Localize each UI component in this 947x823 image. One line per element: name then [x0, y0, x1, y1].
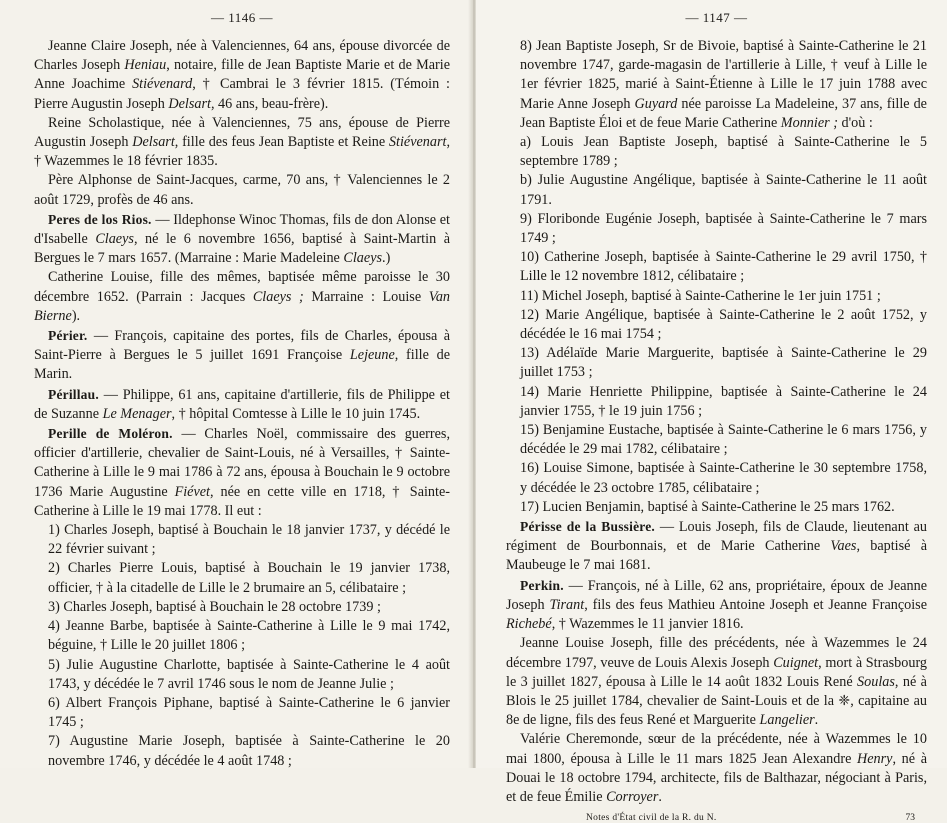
paragraph [34, 598, 450, 617]
italic-name: Van Bierne [34, 288, 451, 324]
paragraph [506, 210, 927, 248]
italic-name: Tirant [549, 596, 585, 613]
paragraph [506, 37, 927, 133]
italic-name: Monnier ; [780, 114, 838, 131]
text-run: , fille des feus Jean Baptiste et Reine [174, 134, 389, 151]
text-run: — François, né à Lille, 62 ans, propriétaire, époux de Jeanne Joseph [506, 577, 927, 613]
text-run: 9) Floribonde Eugénie Joseph, baptisée à Sainte-Catherine le 7 mars 1749 ; [520, 210, 927, 247]
text-run: a) Louis Jean Baptiste Joseph, baptisé à Sainte-Catherine le 5 septembre 1789 ; [520, 134, 927, 170]
page-footer [506, 813, 927, 823]
text-run: — Charles Noël, commissaire des guerres, officier d'artillerie, chevalier de Saint-Louis, né à Versailles, † Sainte-Catherine à Lille le 9 mai 1786 à 72 ans, épousa à Bouchain le 9 octobre 1736 Marie Augustine [34, 426, 450, 500]
italic-name: Henry [857, 750, 893, 767]
text-run: — Philippe, 61 ans, capitaine d'artillerie, fils de Philippe et de Suzanne [34, 386, 450, 422]
text-run: , né à Blois le 25 juillet 1784, chevalier de Saint-Louis et de la ❈, capitaine au 8e de ligne, fils des feus René et Marguerite [506, 673, 927, 729]
entry-heading: Peres de los Rios. [48, 211, 152, 227]
text-run: , † Wazemmes le 18 février 1835. [34, 134, 450, 170]
entry-heading: Périer. [48, 328, 88, 344]
italic-name: Fiévet [174, 483, 211, 500]
paragraph [34, 732, 450, 770]
text-run: 5) Julie Augustine Charlotte, baptisée à Sainte-Catherine le 4 août 1743, y décédée le 7 avril 1746 sous le nom de Jeanne Julie ; [48, 656, 450, 692]
left-page [0, 0, 472, 768]
text-run: , fils des feus Mathieu Antoine Joseph et Jeanne Françoise [584, 596, 927, 613]
left-page-text [34, 37, 450, 771]
text-run: , fille de Marin. [34, 347, 450, 383]
paragraph [506, 171, 927, 209]
text-run: 3) Charles Joseph, baptisé à Bouchain le 28 octobre 1739 ; [48, 598, 381, 615]
paragraph [34, 326, 450, 385]
paragraph [34, 617, 450, 655]
text-run: Reine Scholastique, née à Valenciennes, 75 ans, épouse de Pierre Augustin Joseph [34, 114, 450, 151]
text-run: , né à Douai le 18 octobre 1794, architecte, fils de Balthazar, négociant à Paris, et de feue Émilie [506, 750, 927, 805]
text-run: ). [71, 307, 81, 324]
text-run: 11) Michel Joseph, baptisé à Sainte-Catherine le 1er juin 1751 ; [520, 287, 881, 304]
paragraph [506, 576, 927, 635]
paragraph [34, 171, 450, 209]
entry-heading: Perkin. [520, 577, 564, 593]
paragraph [506, 383, 927, 421]
italic-name: Vaes [830, 538, 857, 555]
text-run: 15) Benjamine Eustache, baptisée à Sainte-Catherine le 6 mars 1756, y décédée le 29 mai 1782, célibataire ; [520, 422, 927, 458]
paragraph [34, 268, 450, 326]
text-run: Jeanne Claire Joseph, née à Valenciennes, 64 ans, épouse divorcée de Charles Joseph [34, 38, 450, 74]
italic-name: Richebé [506, 616, 552, 633]
right-page-text [506, 37, 927, 807]
text-run: 1) Charles Joseph, baptisé à Bouchain le 18 janvier 1737, y décédé le 22 février suivant ; [48, 522, 450, 558]
italic-name: Stiévenart [388, 134, 447, 151]
text-run: , † hôpital Comtesse à Lille le 10 juin 1745. [171, 405, 421, 422]
text-run: . [658, 788, 662, 805]
text-run: 7) Augustine Marie Joseph, baptisée à Sainte-Catherine le 20 novembre 1746, y décédée le 4 août 1748 ; [48, 733, 450, 769]
page-number-left: — 1146 — [210, 10, 274, 25]
text-run: , mort à Strasbourg le 3 juillet 1827, épousa à Lille le 14 août 1832 Louis René [506, 654, 927, 690]
text-run: 13) Adélaïde Marie Marguerite, baptisée à Sainte-Catherine le 29 juillet 1753 ; [520, 345, 927, 381]
text-run: Père Alphonse de Saint-Jacques, carme, 70 ans, † Valenciennes le 2 août 1729, profès de 46 ans. [34, 172, 450, 208]
italic-name: Delsart [168, 95, 211, 112]
paragraph [506, 730, 927, 807]
page-number-right: — 1147 — [685, 10, 748, 25]
italic-name: Langelier [759, 712, 815, 729]
text-run: , † Cambrai le 3 février 1815. (Témoin : Pierre Augustin Joseph [34, 76, 450, 112]
text-run: 16) Louise Simone, baptisée à Sainte-Catherine le 30 septembre 1758, y décédée le 23 octobre 1785, célibataire ; [520, 460, 927, 496]
text-run: — François, capitaine des portes, fils de Charles, épousa à Saint-Pierre à Bergues le 5 juillet 1691 Françoise [34, 328, 450, 364]
paragraph [34, 656, 450, 694]
right-page [476, 0, 947, 823]
text-run: née paroisse La Madeleine, 37 ans, fille de Jean Baptiste Éloi et de feue Marie Catherine [520, 95, 927, 131]
paragraph [34, 424, 450, 521]
paragraph [506, 517, 927, 576]
paragraph [34, 385, 450, 424]
signature-mark: 73 [905, 813, 915, 823]
text-run: Catherine Louise, fille des mêmes, baptisée même paroisse le 30 décembre 1652. (Parrain : Jacques [34, 269, 450, 305]
paragraph [34, 210, 450, 269]
text-run: 17) Lucien Benjamin, baptisé à Sainte-Catherine le 25 mars 1762. [520, 498, 895, 515]
text-run: d'où : [837, 114, 873, 131]
paragraph [34, 694, 450, 732]
text-run: Jeanne Louise Joseph, fille des précédents, née à Wazemmes le 24 décembre 1797, veuve de Louis Alexis Joseph [506, 635, 927, 671]
paragraph [506, 459, 927, 497]
text-run: 12) Marie Angélique, baptisée à Sainte-Catherine le 2 août 1752, y décédée le 16 mai 1754 ; [520, 306, 927, 343]
entry-heading: Périsse de la Bussière. [520, 519, 655, 535]
paragraph [506, 634, 927, 730]
italic-name: Cuignet [773, 654, 819, 671]
italic-name: Stiévenard [132, 76, 193, 93]
paragraph [34, 114, 450, 172]
paragraph [506, 133, 927, 171]
italic-name: Corroyer [606, 788, 659, 805]
text-run: 6) Albert François Piphane, baptisé à Sainte-Catherine le 6 janvier 1745 ; [48, 694, 450, 731]
entry-heading: Périllau. [48, 386, 99, 402]
text-run: 10) Catherine Joseph, baptisée à Sainte-Catherine le 29 avril 1750, † Lille le 12 novembre 1812, célibataire ; [520, 249, 927, 285]
text-run: . [814, 712, 819, 729]
text-run: .) [382, 250, 391, 267]
italic-name: Claeys ; [252, 288, 304, 305]
text-run: , † Wazemmes le 11 janvier 1816. [551, 616, 744, 633]
paragraph [506, 421, 927, 459]
text-run: , née en cette ville en 1718, † Sainte-Catherine à Lille le 19 mai 1778. Il eut : [34, 483, 450, 519]
text-run: — Louis Joseph, fils de Claude, lieutenant au régiment de Bourbonnais, et de Marie Catherine [506, 519, 927, 555]
text-run: Valérie Cheremonde, sœur de la précédente, née à Wazemmes le 10 mai 1800, épousa à Lille le 11 mars 1825 Jean Alexandre [506, 731, 927, 767]
italic-name: Delsart [132, 134, 175, 151]
paragraph [34, 37, 450, 114]
paragraph [506, 306, 927, 344]
text-run: 8) Jean Baptiste Joseph, Sr de Bivoie, baptisé à Sainte-Catherine le 21 novembre 1747, garde-magasin de l'artillerie à Lille, † veuf à Lille le 1er février 1825, marié à Saint-Étienne à Lille le 17 juin 1788 avec Marie Anne Joseph [520, 38, 927, 112]
italic-name: Claeys [343, 250, 383, 267]
italic-name: Soulas [857, 673, 895, 690]
italic-name: Le Menager [102, 405, 172, 422]
paragraph [506, 498, 927, 517]
italic-name: Lejeune [349, 347, 395, 364]
paragraph [34, 559, 450, 597]
italic-name: Claeys [95, 231, 134, 248]
italic-name: Guyard [634, 95, 678, 112]
text-run: b) Julie Augustine Angélique, baptisée à Sainte-Catherine le 11 août 1791. [520, 172, 927, 208]
text-run: , né le 6 novembre 1656, baptisé à Saint-Martin à Bergues le 7 mars 1657. (Marraine : Marie Madeleine [34, 231, 450, 267]
text-run: , notaire, fille de Jean Baptiste Marie et de Marie Anne Joachime [34, 57, 450, 93]
text-run: Marraine : Louise [303, 288, 429, 305]
text-run: — Ildephonse Winoc Thomas, fils de don Alonse et d'Isabelle [34, 211, 450, 248]
paragraph [506, 344, 927, 382]
paragraph [506, 287, 927, 306]
paragraph [506, 248, 927, 286]
text-run: , baptisé à Maubeuge le 7 mai 1681. [506, 538, 928, 574]
text-run: 2) Charles Pierre Louis, baptisé à Bouchain le 19 janvier 1738, officier, † à la citadelle de Lille le 2 brumaire an 5, célibataire ; [48, 560, 450, 596]
entry-heading: Perille de Moléron. [48, 426, 173, 442]
paragraph [34, 521, 450, 559]
italic-name: Heniau [124, 57, 167, 74]
footer-note: Notes d'État civil de la R. du N. [586, 813, 717, 823]
text-run: 14) Marie Henriette Philippine, baptisée à Sainte-Catherine le 24 janvier 1755, † le 19 juin 1756 ; [520, 383, 927, 419]
text-run: 4) Jeanne Barbe, baptisée à Sainte-Catherine à Lille le 9 mai 1742, béguine, † Lille le 20 juillet 1806 ; [48, 618, 450, 654]
text-run: , 46 ans, beau-frère). [210, 95, 329, 112]
